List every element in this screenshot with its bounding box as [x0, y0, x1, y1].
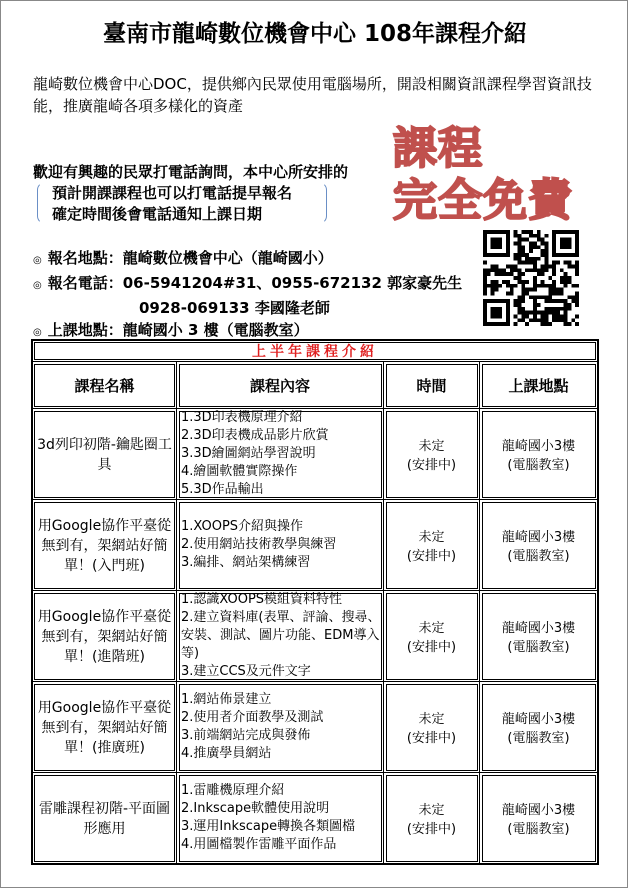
- col-header: 課程名稱: [32, 362, 177, 409]
- line: 4.用圖檔製作雷雕平面作品: [181, 837, 337, 852]
- table-row: [32, 682, 598, 773]
- info-item: [33, 297, 462, 319]
- course-content-cell: [177, 500, 384, 591]
- time-cell: [384, 682, 480, 773]
- line: 1.XOOPS介紹與操作: [181, 519, 304, 534]
- line: (安排中): [406, 731, 457, 746]
- section-title: 上半年課程介紹: [32, 340, 598, 362]
- time-cell: [384, 409, 480, 500]
- place-cell: [480, 591, 599, 682]
- time-cell: [384, 500, 480, 591]
- line: 未定: [418, 530, 445, 545]
- course-name-cell: [32, 591, 177, 682]
- line: 3.前端網站完成與發佈: [181, 728, 311, 743]
- line: 龍崎國小3樓: [501, 712, 576, 727]
- line: 龍崎國小3樓: [501, 439, 576, 454]
- info-text: 報名地點：龍崎數位機會中心（龍崎國小）: [47, 249, 333, 267]
- place-cell: [480, 409, 599, 500]
- line: (電腦教室): [507, 822, 570, 837]
- line: (電腦教室): [507, 458, 570, 473]
- course-name: 用Google協作平臺從無到有，架網站好簡單！(入門班): [37, 518, 172, 574]
- line: 3.3D繪圖網站學習說明: [181, 446, 316, 461]
- banner-line: 課程: [393, 123, 483, 174]
- course-name-cell: [32, 682, 177, 773]
- welcome-text: 歡迎有興趣的民眾打電話詢問，本中心所安排的: [33, 163, 349, 181]
- line: 1.認識XOOPS模組資料特性: [181, 592, 343, 607]
- note: 確定時間後會電話通知上課日期: [52, 205, 263, 223]
- table-row: [32, 591, 598, 682]
- line: 3.建立CCS及元件文字: [181, 664, 311, 679]
- line: 4.推廣學員網站: [181, 746, 272, 761]
- free-course-banner: [393, 123, 573, 227]
- bullet-icon: ◎: [33, 255, 42, 266]
- course-name: 用Google協作平臺從無到有，架網站好簡單！(進階班): [37, 609, 172, 665]
- line: 未定: [418, 621, 445, 636]
- line: 2.建立資料庫(表單、評論、搜尋、安裝、測試、圖片功能、EDM導入等): [181, 610, 381, 661]
- course-name-cell: [32, 773, 177, 865]
- qr-code-icon[interactable]: [483, 230, 579, 326]
- line: 龍崎國小3樓: [501, 530, 576, 545]
- line: (電腦教室): [507, 549, 570, 564]
- time-cell: [384, 591, 480, 682]
- line: 1.雷雕機原理介紹: [181, 783, 285, 798]
- course-name: 3d列印初階-鑰匙圈工具: [37, 437, 172, 473]
- course-content-cell: [177, 409, 384, 500]
- line: 未定: [418, 803, 445, 818]
- line: 龍崎國小3樓: [501, 803, 576, 818]
- line: 3.編排、網站架構練習: [181, 555, 311, 570]
- table-row: [32, 409, 598, 500]
- course-content-cell: [177, 682, 384, 773]
- page-title: 臺南市龍崎數位機會中心 108年課程介紹: [102, 21, 528, 47]
- course-name-cell: [32, 409, 177, 500]
- line: (安排中): [406, 549, 457, 564]
- notes-box: [37, 182, 327, 224]
- line: 未定: [418, 712, 445, 727]
- info-item: [33, 247, 462, 272]
- line: 4.繪圖軟體實際操作: [181, 464, 298, 479]
- course-name-cell: [32, 500, 177, 591]
- info-text: 0928-069133 李國隆老師: [139, 299, 330, 317]
- info-item: [33, 272, 462, 297]
- place-cell: [480, 500, 599, 591]
- col-header: 課程內容: [177, 362, 384, 409]
- line: (電腦教室): [507, 731, 570, 746]
- line: 未定: [418, 439, 445, 454]
- info-list: [33, 247, 462, 344]
- note: 預計開課課程也可以打電話提早報名: [52, 184, 293, 202]
- line: 3.運用Inkscape轉換各類圖檔: [181, 819, 356, 834]
- col-header: 上課地點: [480, 362, 599, 409]
- table-row: [32, 500, 598, 591]
- line: (安排中): [406, 640, 457, 655]
- course-content-cell: [177, 591, 384, 682]
- course-table: [31, 339, 599, 865]
- info-text: 上課地點：龍崎國小 3 樓（電腦教室）: [47, 321, 309, 339]
- line: 2.使用者介面教學及測試: [181, 710, 324, 725]
- course-name: 雷雕課程初階-平面圖形應用: [38, 801, 171, 837]
- bullet-icon: ◎: [33, 327, 42, 338]
- place-cell: [480, 682, 599, 773]
- line: 5.3D作品輸出: [181, 482, 264, 497]
- intro-text: 龍崎數位機會中心DOC，提供鄉內民眾使用電腦場所，開設相關資訊課程學習資訊技能，推廣龍崎各項多樣化的資產: [33, 75, 592, 115]
- line: (電腦教室): [507, 640, 570, 655]
- line: 龍崎國小3樓: [501, 621, 576, 636]
- bullet-icon: ◎: [33, 280, 42, 291]
- table-row: [32, 773, 598, 865]
- line: 1.網站佈景建立: [181, 692, 272, 707]
- place-cell: [480, 773, 599, 865]
- line: 2.Inkscape軟體使用說明: [181, 801, 330, 816]
- info-text: 報名電話：06-5941204#31、0955-672132 郭家豪先生: [47, 274, 463, 292]
- line: 2.使用網站技術教學與練習: [181, 537, 337, 552]
- time-cell: [384, 773, 480, 865]
- line: 2.3D印表機成品影片欣賞: [181, 428, 329, 443]
- col-header: 時間: [384, 362, 480, 409]
- line: 1.3D印表機原理介紹: [181, 410, 303, 425]
- banner-line: 完全免費: [393, 175, 573, 226]
- line: (安排中): [406, 458, 457, 473]
- course-content-cell: [177, 773, 384, 865]
- line: (安排中): [406, 822, 457, 837]
- course-name: 用Google協作平臺從無到有，架網站好簡單！(推廣班): [37, 700, 172, 756]
